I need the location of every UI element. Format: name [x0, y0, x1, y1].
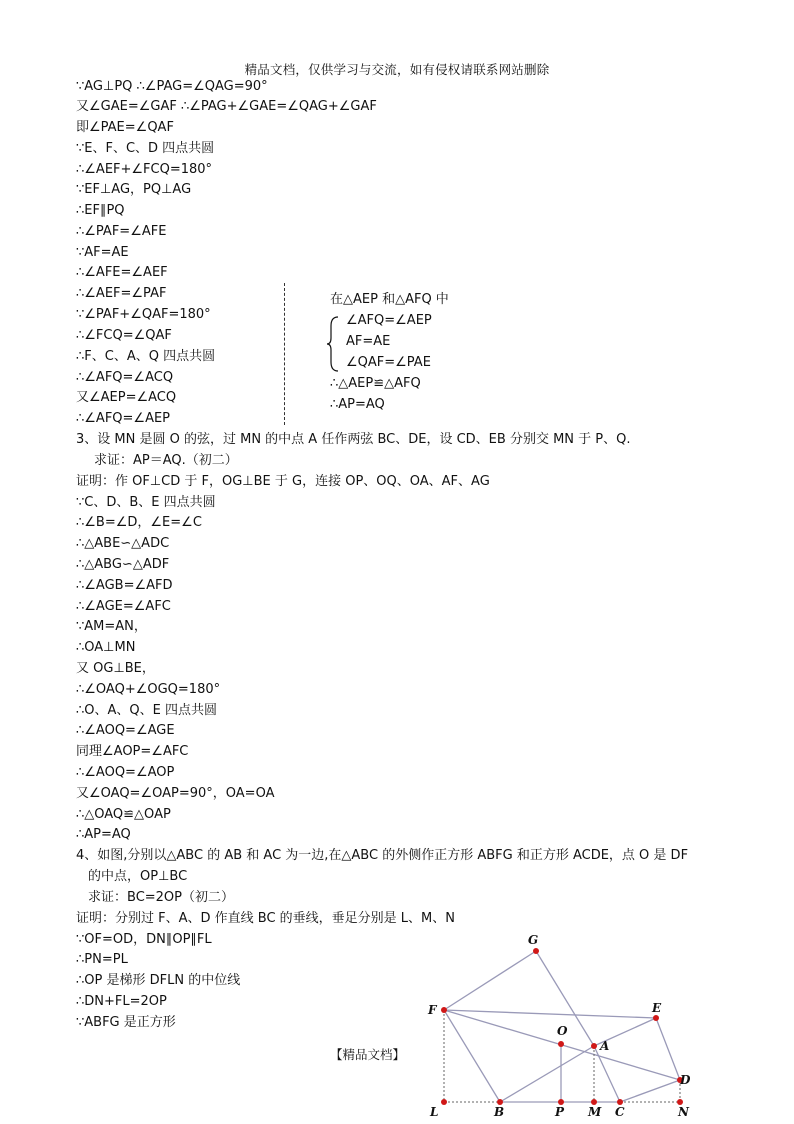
proof-line: ∵AM=AN，: [76, 619, 147, 634]
label-n: N: [678, 1105, 689, 1119]
proof-line: ∴∠FCQ=∠QAF: [76, 328, 172, 343]
proof-line: ∴OP 是梯形 DFLN 的中位线: [76, 973, 241, 988]
label-p: P: [555, 1105, 565, 1119]
proof-line: ∵AG⊥PQ ∴∠PAG=∠QAG=90°: [76, 79, 268, 94]
proof-line: ∵E、F、C、D 四点共圆: [76, 141, 215, 156]
proof-line: ∴∠AEF+∠FCQ=180°: [76, 162, 213, 177]
label-c: C: [615, 1105, 625, 1119]
problem-3-statement: 3、设 MN 是圆 O 的弦，过 MN 的中点 A 任作两弦 BC、DE，设 CD、EB 分别交 MN 于 P、Q.: [76, 432, 631, 447]
proof-line: ∴∠PAF=∠AFE: [76, 224, 167, 239]
proof-line: ∵EF⊥AG，PQ⊥AG: [76, 182, 192, 197]
proof-line: ∴AP=AQ: [76, 827, 131, 842]
point-g: [533, 948, 539, 954]
proof-line: ∵OF=OD，DN∥OP∥FL: [76, 932, 212, 947]
column-divider: [284, 283, 285, 425]
proof-line: ∴EF∥PQ: [76, 203, 125, 218]
label-d: D: [680, 1073, 691, 1087]
proof-line: ∴△OAQ≌△OAP: [76, 807, 171, 822]
proof-line: ∴F、C、A、Q 四点共圆: [76, 349, 216, 364]
point-e: [653, 1015, 659, 1021]
congruence-conclusion: ∴△AEP≌△AFQ: [330, 376, 421, 391]
point-f: [441, 1007, 447, 1013]
point-a: [591, 1043, 597, 1049]
label-a: A: [600, 1039, 610, 1053]
segment-dc: [620, 1080, 680, 1102]
proof-line: 又∠AEP=∠ACQ: [76, 390, 177, 405]
proof-line: ∴∠B=∠D，∠E=∠C: [76, 515, 202, 530]
proof-line: ∴OA⊥MN: [76, 640, 136, 655]
proof-line: ∵AF=AE: [76, 245, 129, 260]
label-f: F: [428, 1003, 437, 1017]
label-m: M: [588, 1105, 602, 1119]
proof-line: ∵ABFG 是正方形: [76, 1015, 176, 1030]
segment-ab: [500, 1046, 594, 1102]
point-o: [558, 1041, 564, 1047]
label-g: G: [528, 933, 539, 947]
proof-line: ∴∠AFE=∠AEF: [76, 265, 168, 280]
problem-4-proof-intro: 证明：分别过 F、A、D 作直线 BC 的垂线，垂足分别是 L、M、N: [76, 911, 455, 926]
proof-line: ∴△ABE∽△ADC: [76, 536, 170, 551]
proof-line: ∴O、A、Q、E 四点共圆: [76, 703, 217, 718]
proof-line: ∴∠AFQ=∠AEP: [76, 411, 171, 426]
proof-line: ∴∠AOQ=∠AGE: [76, 723, 175, 738]
proof-line: 即∠PAE=∠QAF: [76, 120, 174, 135]
congruence-conclusion: ∴AP=AQ: [330, 397, 385, 412]
proof-line: ∴∠AFQ=∠ACQ: [76, 370, 174, 385]
geometry-diagram: [418, 930, 708, 1120]
proof-line: ∴∠AEF=∠PAF: [76, 286, 167, 301]
segment-ed: [656, 1018, 680, 1080]
proof-line: 又 OG⊥BE，: [76, 661, 155, 676]
proof-line: ∵∠PAF+∠QAF=180°: [76, 307, 211, 322]
label-o: O: [557, 1024, 568, 1038]
proof-line: ∵C、D、B、E 四点共圆: [76, 495, 216, 510]
proof-line: ∴PN=PL: [76, 952, 128, 967]
proof-line: ∴∠OAQ+∠OGQ=180°: [76, 682, 221, 697]
problem-3-prove: 求证：AP＝AQ.（初二）: [94, 453, 238, 468]
segment-fg: [444, 951, 536, 1010]
segment-fe: [444, 1010, 656, 1018]
congruence-item: ∠QAF=∠PAE: [346, 355, 431, 370]
proof-line: ∴∠AGE=∠AFC: [76, 599, 171, 614]
problem-4-statement-cont: 的中点，OP⊥BC: [88, 869, 188, 884]
label-b: B: [494, 1105, 505, 1119]
proof-line: 同理∠AOP=∠AFC: [76, 744, 189, 759]
congruence-item: AF=AE: [346, 334, 391, 349]
proof-line: 又∠GAE=∠GAF ∴∠PAG+∠GAE=∠QAG+∠GAF: [76, 99, 377, 114]
proof-line: ∴∠AOQ=∠AOP: [76, 765, 175, 780]
label-l: L: [430, 1105, 439, 1119]
proof-line: ∴△ABG∽△ADF: [76, 557, 170, 572]
problem-3-proof-intro: 证明：作 OF⊥CD 于 F，OG⊥BE 于 G，连接 OP、OQ、OA、AF、AG: [76, 474, 490, 489]
proof-line: ∴DN+FL=2OP: [76, 994, 167, 1009]
problem-4-statement: 4、如图,分别以△ABC 的 AB 和 AC 为一边,在△ABC 的外侧作正方形 ABFG 和正方形 ACDE，点 O 是 DF: [76, 848, 689, 863]
page-header: 精品文档，仅供学习与交流，如有侵权请联系网站删除: [244, 62, 550, 77]
segment-ca: [594, 1046, 620, 1102]
congruence-title: 在△AEP 和△AFQ 中: [330, 292, 449, 307]
label-e: E: [652, 1001, 662, 1015]
left-brace: [326, 316, 340, 372]
page-footer: 【精品文档】: [330, 1047, 406, 1062]
proof-line: 又∠OAQ=∠OAP=90°，OA=OA: [76, 786, 275, 801]
proof-line: ∴∠AGB=∠AFD: [76, 578, 173, 593]
problem-4-prove: 求证：BC=2OP（初二）: [88, 890, 235, 905]
point-l: [441, 1099, 447, 1105]
geometry-figure: [418, 930, 708, 1120]
congruence-item: ∠AFQ=∠AEP: [346, 313, 432, 328]
